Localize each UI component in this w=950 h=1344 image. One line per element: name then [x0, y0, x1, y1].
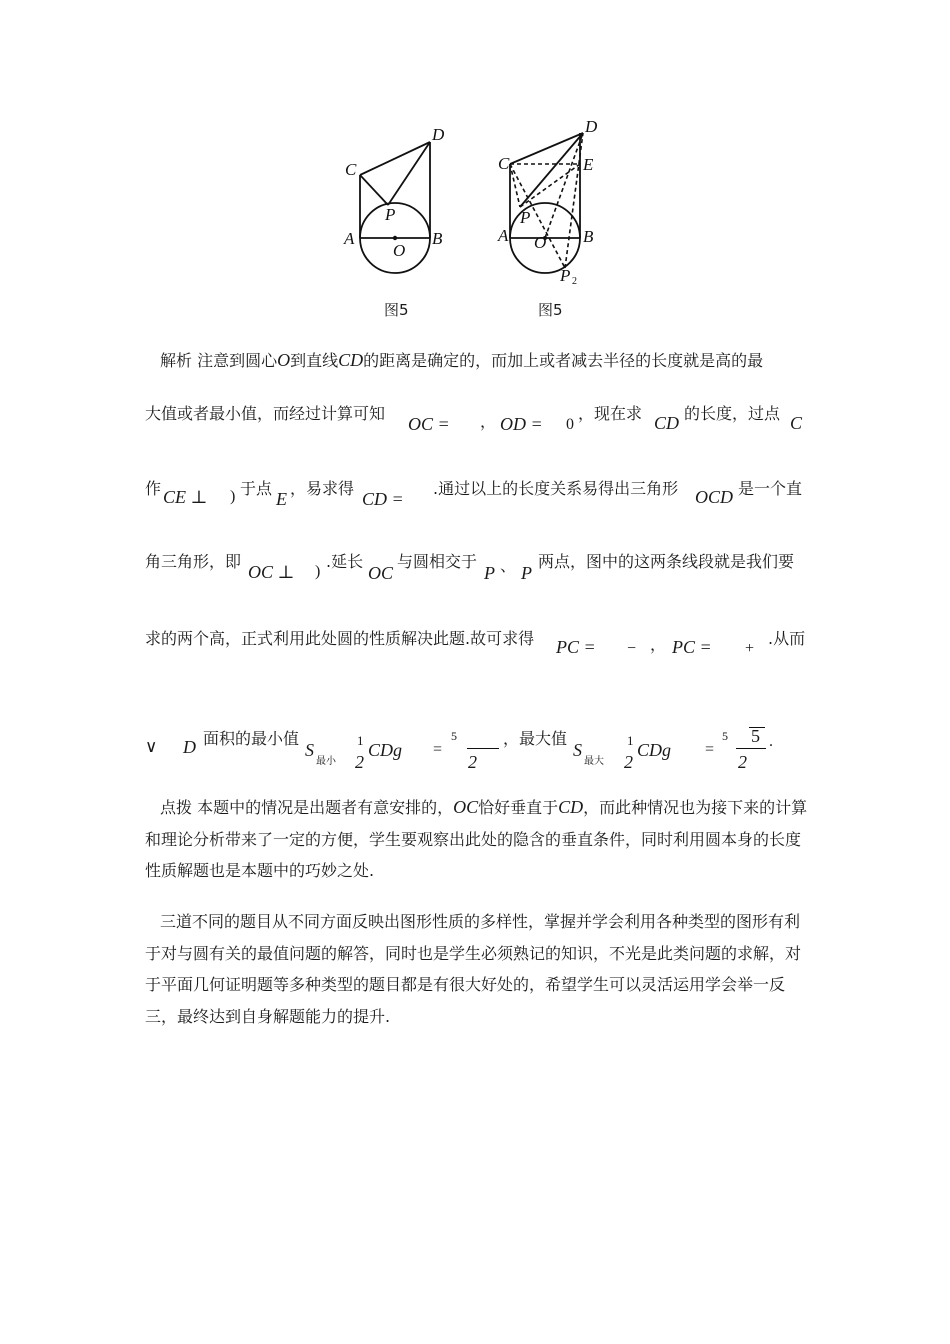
paren: ) [230, 488, 236, 505]
math-c: C [790, 413, 803, 433]
paragraph-hint [145, 792, 810, 887]
two: 2 [738, 752, 747, 772]
od-tail: 0 [566, 416, 574, 433]
math-p1: P [484, 563, 495, 583]
eq: = [433, 741, 443, 758]
label-e: E [583, 155, 594, 174]
line-2a: 大值或者最小值，而经过计算可知 [145, 404, 386, 423]
line-5b: .从而 [768, 629, 806, 648]
dot: . [769, 733, 773, 750]
two: 2 [468, 752, 477, 772]
math-oc-perp: OC ⊥ [248, 562, 295, 582]
math-ce-perp: CE ⊥ [163, 487, 208, 507]
text: ，而此种情况也为接下来的计算和理论分析带来了一定的方便，学生要观察出此处的隐含的垂直条件，同时利用圆本身的长度性质解题也是本题中的巧妙之处. [145, 798, 808, 880]
figure-left [330, 120, 470, 300]
line-3d: .通过以上的长度关系易得出三角形 [433, 479, 679, 498]
math-cd: CD [654, 413, 680, 433]
label-c: C [498, 154, 510, 173]
line-4c: 与圆相交于 [397, 552, 478, 571]
paren: ) [315, 563, 321, 580]
frac-bar [736, 748, 766, 749]
text: 到直线 [290, 351, 339, 370]
line-3e: 是一个直 [738, 479, 803, 498]
figure-left-caption: 图5 [384, 301, 409, 319]
math-oc-eq: OC = [408, 414, 450, 434]
paragraph-summary: 三道不同的题目从不同方面反映出图形性质的多样性，掌握并学会利用各种类型的图形有利于对与圆有关的最值问题的解答，同时也是学生必须熟记的知识，不光是此类问题的求解，对于平面几何证明题等多种类型的题目都是有很大好处的，希望学生可以灵活运用学会举一反三，最终达到自身解题能力的提升. [145, 912, 802, 1026]
line-6a: 面积的最小值 [203, 729, 300, 748]
math-cd-eq: CD = [362, 489, 404, 509]
one: 1 [357, 733, 364, 748]
label-p: P [520, 208, 531, 227]
dun: 、 [500, 556, 517, 575]
text: 恰好垂直于 [478, 798, 559, 817]
figure-right [490, 115, 620, 290]
math-p2: P [521, 563, 532, 583]
sub-max: 最大 [584, 756, 604, 767]
math-cd: CD [338, 350, 364, 370]
text: 点拨 本题中的情况是出题者有意安排的， [160, 798, 454, 817]
label-p2-sub: 2 [572, 276, 577, 287]
two: 2 [355, 752, 364, 772]
line-4d: 两点，图中的这两条线段就是我们要 [538, 552, 795, 571]
line-1 [160, 349, 763, 372]
vee: ∨ [145, 737, 158, 756]
line-3a: 作 [145, 479, 162, 498]
label-b: B [432, 229, 443, 248]
label-c: C [345, 160, 357, 179]
math-cd: CD [558, 797, 584, 817]
label-o: O [393, 241, 406, 260]
five: 5 [451, 729, 457, 743]
five: 5 [722, 729, 728, 743]
label-p: P [385, 205, 396, 224]
line-4b: .延长 [326, 552, 364, 571]
text: 解析 注意到圆心 [160, 351, 278, 370]
root-five: 5 [751, 726, 760, 746]
math-od-eq: OD = [500, 414, 543, 434]
math-oc: OC [453, 797, 479, 817]
math-cdg: CDg [368, 740, 403, 760]
frac-bar [467, 748, 499, 749]
line-4a: 角三角形，即 [145, 552, 242, 571]
math-s-max: S [573, 740, 582, 760]
math-s-min: S [305, 740, 314, 760]
eq: = [705, 741, 715, 758]
line-6b: ，最大值 [503, 729, 568, 748]
plus: + [745, 640, 755, 657]
label-p2: P [560, 266, 571, 285]
line-3b: 于点 [240, 479, 273, 498]
math-cdg: CDg [637, 740, 672, 760]
math-oc: OC [368, 563, 394, 583]
line-3c: ，易求得 [290, 479, 355, 498]
one: 1 [627, 733, 634, 748]
sub-min: 最小 [316, 756, 336, 767]
line-2b: ，现在求 [578, 404, 643, 423]
math-e: E [276, 489, 287, 509]
label-o: O [534, 233, 547, 252]
line-2c: 的长度，过点 [684, 404, 781, 423]
label-a: A [498, 226, 509, 245]
comma: ， [650, 635, 667, 654]
two: 2 [624, 752, 633, 772]
minus: − [627, 640, 637, 657]
label-d: D [585, 117, 598, 136]
label-d: D [432, 125, 445, 144]
figure-right-caption: 图5 [538, 301, 563, 319]
math-d: D [183, 737, 196, 757]
math-ocd: OCD [695, 487, 734, 507]
text: 的距离是确定的，而加上或者减去半径的长度就是高的最 [363, 351, 764, 370]
math-pc1: PC = [556, 637, 596, 657]
label-b: B [583, 227, 594, 246]
label-a: A [344, 229, 355, 248]
math-o: O [277, 350, 291, 370]
line-5a: 求的两个高，正式利用此处圆的性质解决此题.故可求得 [145, 629, 535, 648]
comma: ， [480, 412, 497, 431]
math-pc2: PC = [672, 637, 712, 657]
